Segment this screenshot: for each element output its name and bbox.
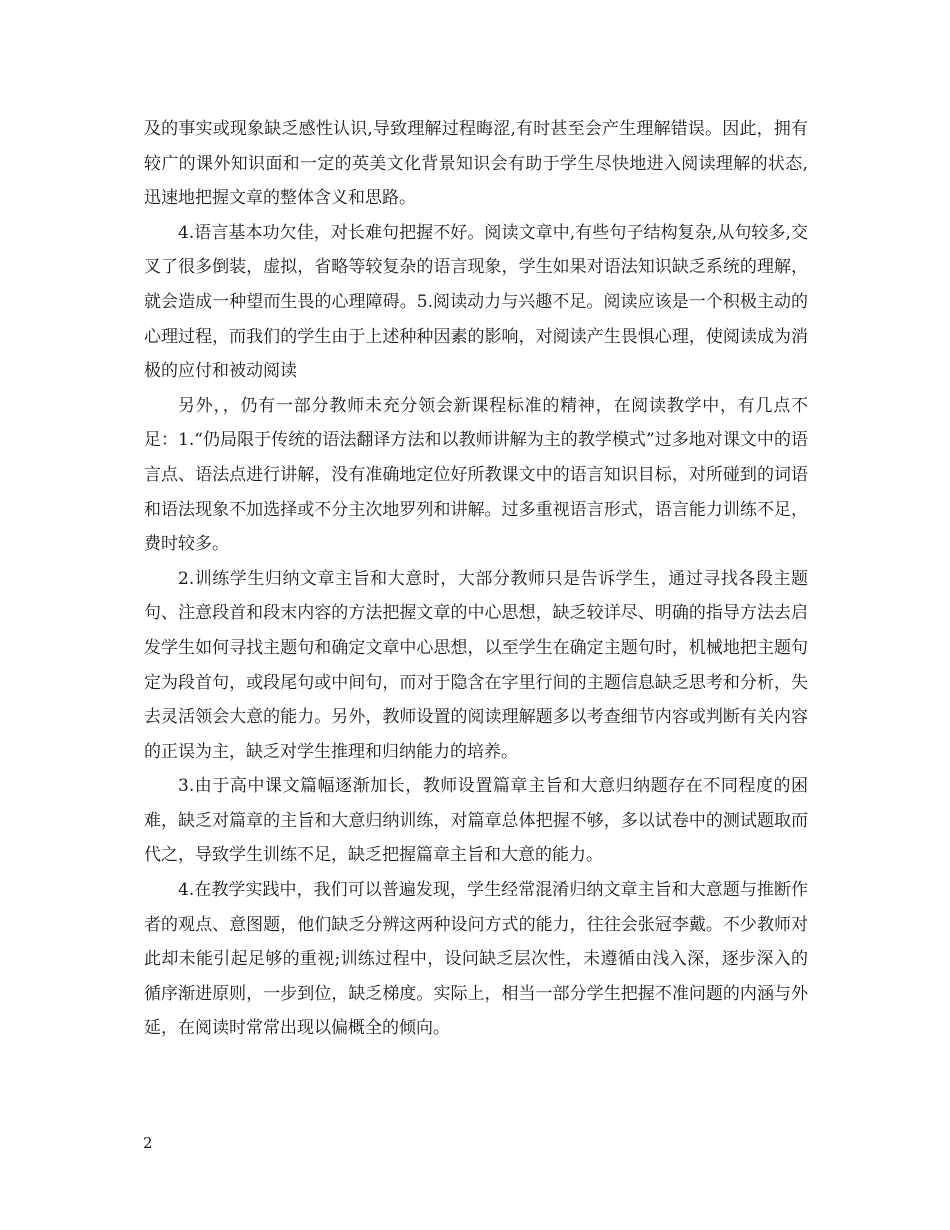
paragraph-5: 3.由于高中课文篇幅逐渐加长，教师设置篇章主旨和大意归纳题存在不同程度的困难，缺乏对篇章的主旨和大意归纳训练，对篇章总体把握不够，多以试卷中的测试题取而代之，导致学生训练不足，缺乏把握篇章主旨和大意的能力。 [144, 776, 808, 866]
paragraph-2: 4.语言基本功欠佳，对长难句把握不好。阅读文章中,有些句子结构复杂,从句较多,交叉了很多倒装，虚拟，省略等较复杂的语言现象，学生如果对语法知识缺乏系统的理解，就会造成一种望而生畏的心理障碍。5.阅读动力与兴趣不足。阅读应该是一个积极主动的心理过程，而我们的学生由于上述种种因素的影响，对阅读产生畏惧心理，使阅读成为消极的应付和被动阅读 [144, 222, 808, 382]
paragraph-3: 另外，，仍有一部分教师未充分领会新课程标准的精神，在阅读教学中，有几点不足：1.“仍局限于传统的语法翻译方法和以教师讲解为主的教学模式”过多地对课文中的语言点、语法点进行讲解，没有准确地定位好所教课文中的语言知识目标，对所碰到的词语和语法现象不加选择或不分主次地罗列和讲解。过多重视语言形式，语言能力训练不足，费时较多。 [144, 395, 808, 555]
paragraph-1: 及的事实或现象缺乏感性认识,导致理解过程晦涩,有时甚至会产生理解错误。因此，拥有较广的课外知识面和一定的英美文化背景知识会有助于学生尽快地进入阅读理解的状态,迅速地把握文章的整体含义和思路。 [144, 119, 808, 209]
document-body [144, 112, 808, 1046]
page-number: 2 [143, 1134, 153, 1152]
paragraph-4: 2.训练学生归纳文章主旨和大意时，大部分教师只是告诉学生，通过寻找各段主题句、注意段首和段末内容的方法把握文章的中心思想，缺乏较详尽、明确的指导方法去启发学生如何寻找主题句和确定文章中心思想，以至学生在确定主题句时，机械地把主题句定为段首句，或段尾句或中间句，而对于隐含在字里行间的主题信息缺乏思考和分析，失去灵活领会大意的能力。另外，教师设置的阅读理解题多以考查细节内容或判断有关内容的正误为主，缺乏对学生推理和归纳能力的培养。 [144, 568, 808, 762]
paragraph-6: 4.在教学实践中，我们可以普遍发现，学生经常混淆归纳文章主旨和大意题与推断作者的观点、意图题，他们缺乏分辨这两种设问方式的能力，往往会张冠李戴。不少教师对此却未能引起足够的重视;训练过程中，设问缺乏层次性，未遵循由浅入深，逐步深入的循序渐进原则，一步到位，缺乏梯度。实际上，相当一部分学生把握不准问题的内涵与外延，在阅读时常常出现以偏概全的倾向。 [144, 880, 808, 1039]
